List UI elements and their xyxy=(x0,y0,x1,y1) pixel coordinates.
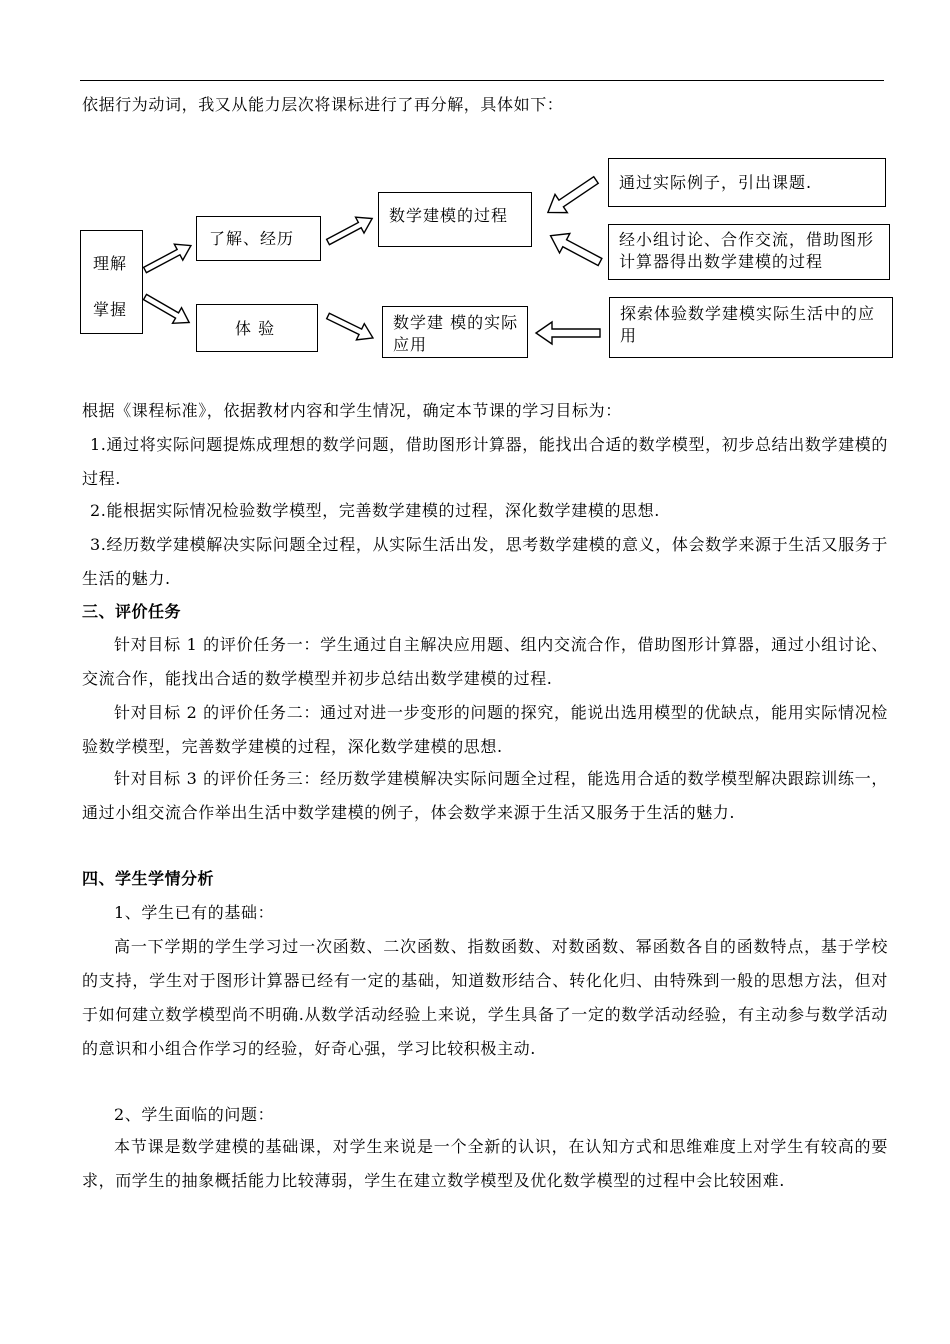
source-box-2: 经小组讨论、合作交流，借助图形计算器得出数学建模的过程 xyxy=(608,224,890,280)
diagram-arrows xyxy=(0,0,950,400)
goal-2: 2.能根据实际情况检验数学模型，完善数学建模的过程，深化数学建模的思想. xyxy=(90,501,660,520)
section-4-heading: 四、学生学情分析 xyxy=(82,869,215,888)
goals-intro: 根据《课程标准》，依据教材内容和学生情况，确定本节课的学习目标为： xyxy=(82,401,622,420)
goal-3: 3.经历数学建模解决实际问题全过程，从实际生活出发，思考数学建模的意义，体会数学来源于生活又服务于生活的魅力. xyxy=(82,535,888,588)
arrow-left-to-understand xyxy=(141,238,195,278)
arrow-understand-to-process xyxy=(324,211,377,250)
source-box-1: 通过实际例子，引出课题. xyxy=(608,158,886,207)
section-4-para-1: 高一下学期的学生学习过一次函数、二次函数、指数函数、对数函数、幂函数各自的函数特点，基于学校的支持，学生对于图形计算器已经有一定的基础，知道数形结合、转化化归、由特殊到一般的思想方法，但对于如何建立数学模型尚不明确.从数学活动经验上来说，学生具备了一定的数学活动经验，有主动参与数学活动的意识和小组合作学习的经验，好奇心强，学习比较积极主动. xyxy=(82,937,888,1058)
section-4-sub-1: 1、学生已有的基础： xyxy=(114,903,275,922)
section-3-para-1: 针对目标 1 的评价任务一：学生通过自主解决应用题、组内交流合作，借助图形计算器，通过小组讨论、交流合作，能找出合适的数学模型并初步总结出数学建模的过程. xyxy=(82,635,888,688)
section-3-para-3: 针对目标 3 的评价任务三：经历数学建模解决实际问题全过程，能选用合适的数学模型解决跟踪训练一，通过小组交流合作举出生活中数学建模的例子，体会数学来源于生活又服务于生活的魅力. xyxy=(82,769,888,822)
source-box-3: 探索体验数学建模实际生活中的应用 xyxy=(609,297,893,358)
understand-box: 了解、经历 xyxy=(196,216,321,261)
section-3-heading: 三、评价任务 xyxy=(82,602,182,621)
intro-text: 依据行为动词，我又从能力层次将课标进行了再分解，具体如下： xyxy=(82,95,564,114)
arrow-src1-to-process xyxy=(542,171,602,222)
application-box: 数学建 模的实际应用 xyxy=(382,306,528,358)
goal-1: 1.通过将实际问题提炼成理想的数学问题，借助图形计算器，能找出合适的数学模型，初步总结出数学建模的过程. xyxy=(82,435,888,488)
left-bottom-label: 掌握 xyxy=(93,300,128,319)
section-4-sub-2: 2、学生面临的问题： xyxy=(114,1105,275,1124)
arrow-src3-to-application xyxy=(536,322,600,344)
section-4-para-2: 本节课是数学建模的基础课，对学生来说是一个全新的认识，在认知方式和思维难度上对学生有较高的要求，而学生的抽象概括能力比较薄弱，学生在建立数学模型及优化数学模型的过程中会比较困难. xyxy=(82,1137,888,1190)
arrow-src2-to-process xyxy=(545,226,605,272)
experience-box: 体 验 xyxy=(196,304,318,352)
section-3-para-2: 针对目标 2 的评价任务二：通过对进一步变形的问题的探究，能说出选用模型的优缺点，能用实际情况检验数学模型，完善数学建模的过程，深化数学建模的思想. xyxy=(82,703,888,756)
left-top-label: 理解 xyxy=(93,254,128,273)
process-box: 数学建模的过程 xyxy=(378,192,532,247)
arrow-left-to-experience xyxy=(141,289,194,330)
arrow-experience-to-application xyxy=(324,308,377,346)
